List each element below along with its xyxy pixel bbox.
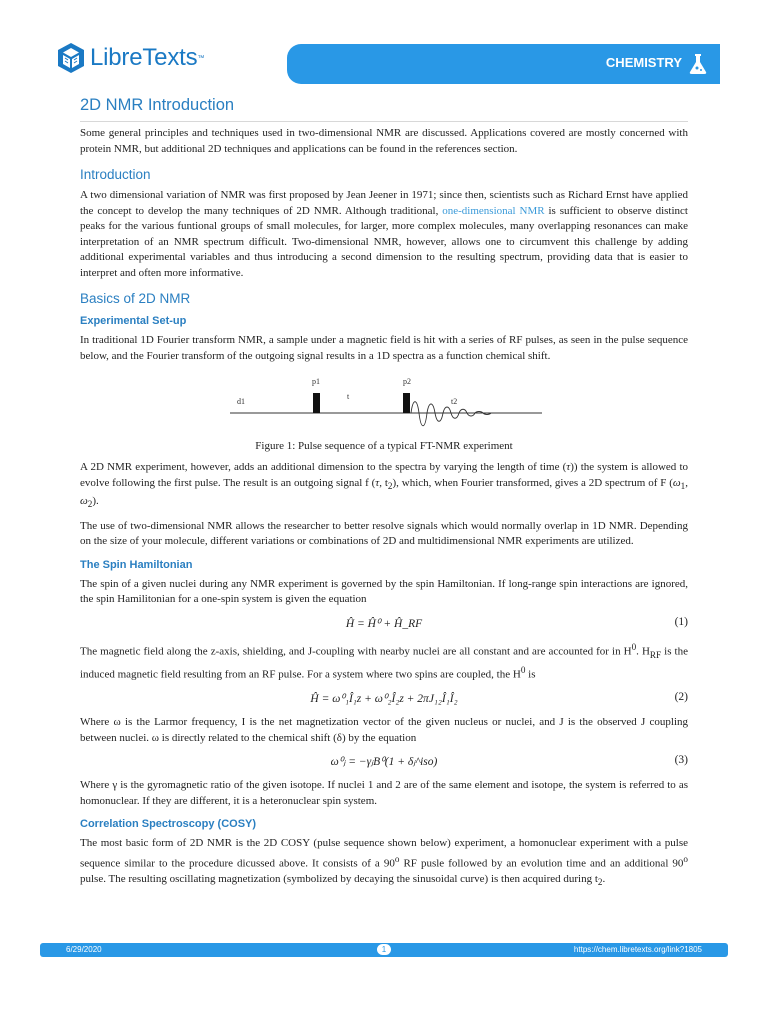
page-title: 2D NMR Introduction bbox=[80, 96, 688, 122]
tau-symbol: τ bbox=[375, 476, 380, 489]
equation-1 bbox=[80, 614, 688, 636]
equation-1-body: Ĥ = Ĥ⁰ + Ĥ_RF bbox=[345, 617, 423, 630]
tau-symbol: τ bbox=[566, 461, 571, 473]
text-run: is the induced magnetic field resulting from an RF pulse. For a system where two spins are coupled, the H bbox=[80, 645, 688, 681]
flask-icon bbox=[688, 53, 708, 75]
text-run: . bbox=[602, 873, 606, 886]
superscript: 0 bbox=[520, 665, 526, 676]
subscript: 2 bbox=[87, 499, 93, 510]
spin-paragraph-3: Where ω is the Larmor frequency, I is the net magnetization vector of the given nucleus or nuclei, and J is the observed J coupling between nuclei. ω is directly related to the chemical shift (δ) by the equation bbox=[80, 716, 688, 744]
cosy-paragraph-1 bbox=[80, 836, 688, 890]
spin-paragraph-1: The spin of a given nuclei during any NMR experiment is governed by the spin Hamiltonian. If long-range spin interactions are ignored, the spin Hamilitonian for a one-spin system is given the equation bbox=[80, 577, 688, 606]
label-d1: d1 bbox=[237, 397, 245, 406]
label-p2: p2 bbox=[403, 377, 411, 386]
superscript: o bbox=[683, 853, 688, 864]
text-run: is bbox=[525, 668, 536, 681]
one-dimensional-nmr-link[interactable]: one-dimensional NMR bbox=[442, 204, 545, 217]
text-run: , t bbox=[379, 476, 388, 489]
subject-banner[interactable] bbox=[287, 44, 720, 84]
text-run: . H bbox=[636, 645, 650, 658]
text-run: The magnetic field along the z-axis, shielding, and J-coupling with nearby nuclei are all constant and are accounted for in H bbox=[80, 645, 632, 658]
equation-3-body: ω⁰ⱼ = −γⱼB⁰(1 + δⱼ^iso) bbox=[330, 756, 438, 769]
text-run: )) the system is allowed to evolve following the first pulse. The result is an outgoing signal f ( bbox=[80, 461, 688, 489]
equation-1-number: (1) bbox=[674, 615, 688, 628]
label-p1: p1 bbox=[312, 377, 320, 386]
equation-2-number: (2) bbox=[674, 691, 688, 704]
omega-symbol: ω bbox=[672, 476, 681, 489]
section-heading-basics: Basics of 2D NMR bbox=[80, 291, 191, 306]
equation-3-number: (3) bbox=[674, 754, 688, 767]
label-t: t bbox=[347, 392, 350, 401]
footer-url-link[interactable]: https://chem.libretexts.org/link?1805 bbox=[573, 945, 702, 954]
intro-paragraph: Some general principles and techniques used in two-dimensional NMR are discussed. Applications covered are mostly concerned with protein NMR, but additional 2D techniques and applications can be found in the references section. bbox=[80, 127, 688, 155]
page-footer bbox=[40, 943, 728, 957]
subscript: 1 bbox=[680, 480, 686, 491]
subscript: 2 bbox=[597, 877, 603, 888]
text-run: is sufficient to observe distinct peaks for the various funtional groups of small molecules, for larger, more complex molecules, many overlapping resonances can make interpretation of an NMR spectrum difficult. Two-dimensional NMR, however, allows one to circumvent this challenge by adding additional experimental variables and thus introducing a second dimension to the resulting spectrum, providing data that is easier to interpret and often more informative. bbox=[80, 204, 688, 279]
subscript: RF bbox=[649, 649, 662, 660]
libretexts-cube-icon bbox=[56, 42, 86, 74]
text-run: RF pusle followed by an evolution time and an additional 90 bbox=[399, 857, 684, 870]
omega-symbol: ω bbox=[80, 495, 88, 508]
subheading-spin-hamiltonian: The Spin Hamiltonian bbox=[80, 558, 193, 571]
superscript: o bbox=[394, 853, 400, 864]
figure-caption: Figure 1: Pulse sequence of a typical FT-NMR experiment bbox=[255, 440, 513, 452]
pulse-p1-bar bbox=[313, 393, 320, 413]
label-t2: t2 bbox=[451, 397, 458, 406]
subject-label: CHEMISTRY bbox=[605, 55, 682, 70]
spin-paragraph-2 bbox=[80, 640, 688, 684]
article-content bbox=[80, 96, 688, 897]
equation-2-body: Ĥ = ω⁰₁Î₁z + ω⁰₂Î₂z + 2πJ₁₂Î₁Î₂ bbox=[310, 693, 458, 706]
equation-3 bbox=[80, 752, 688, 774]
text-run: The most basic form of 2D NMR is the 2D COSY (pulse sequence shown below) experiment, a homonuclear experiment with a pulse sequence similar to the procedure dicussed above. It consists of a 90 bbox=[80, 837, 688, 870]
pulse-sequence-figure bbox=[80, 370, 688, 436]
text-run: A two dimensional variation of NMR was first proposed by Jean Jeener in 1971; since then, scientists such as Richard Ernst have applied the concept to develop the many techniques of 2D NMR. Although traditional, bbox=[80, 189, 688, 217]
subheading-cosy: Correlation Spectroscopy (COSY) bbox=[80, 818, 257, 831]
logo-text: LibreTexts bbox=[90, 44, 198, 71]
subheading-experimental-setup: Experimental Set-up bbox=[80, 315, 187, 327]
text-run: pulse. The resulting oscillating magnetization (symbolized by decaying the sinusoidal curve) is then acquired during t bbox=[80, 873, 598, 886]
setup-paragraph-3: The use of two-dimensional NMR allows the researcher to better resolve signals which would normally overlap in 1D NMR. Depending on the size of your molecule, different variations or combinations of 2D and multidimensional NMR experiments are utilized. bbox=[80, 519, 688, 548]
text-run: A 2D NMR experiment, however, adds an additional dimension to the spectra by varying the length of time ( bbox=[80, 461, 567, 473]
text-run: ). bbox=[92, 495, 99, 508]
pulse-p2-bar bbox=[403, 393, 410, 413]
setup-paragraph-2 bbox=[80, 460, 688, 513]
superscript: 0 bbox=[631, 641, 637, 652]
text-run: , bbox=[685, 476, 688, 489]
equation-2 bbox=[80, 689, 688, 711]
introduction-paragraph bbox=[80, 188, 688, 281]
libretexts-logo[interactable] bbox=[56, 42, 204, 74]
setup-paragraph-1: In traditional 1D Fourier transform NMR, a sample under a magnetic field is hit with a series of RF pulses, as seen in the pulse sequence below, and the Fourier transform of the outgoing signal results in a 1D spectra as a function chemical shift. bbox=[80, 334, 688, 362]
section-heading-introduction: Introduction bbox=[80, 167, 151, 182]
page-header bbox=[0, 0, 768, 90]
page-number: 1 bbox=[377, 944, 391, 955]
text-run: ), which, when Fourier transformed, gives a 2D spectrum of F ( bbox=[392, 476, 673, 489]
footer-date: 6/29/2020 bbox=[66, 945, 102, 954]
subscript: 2 bbox=[387, 480, 393, 491]
logo-trademark: ™ bbox=[197, 54, 205, 62]
pulse-sequence-diagram bbox=[80, 370, 688, 436]
spin-paragraph-4: Where γ is the gyromagnetic ratio of the given isotope. If nuclei 1 and 2 are of the same element and isotope, the system is referred to as homonuclear. If they are different, it is a heteronuclear spin system. bbox=[80, 779, 688, 807]
